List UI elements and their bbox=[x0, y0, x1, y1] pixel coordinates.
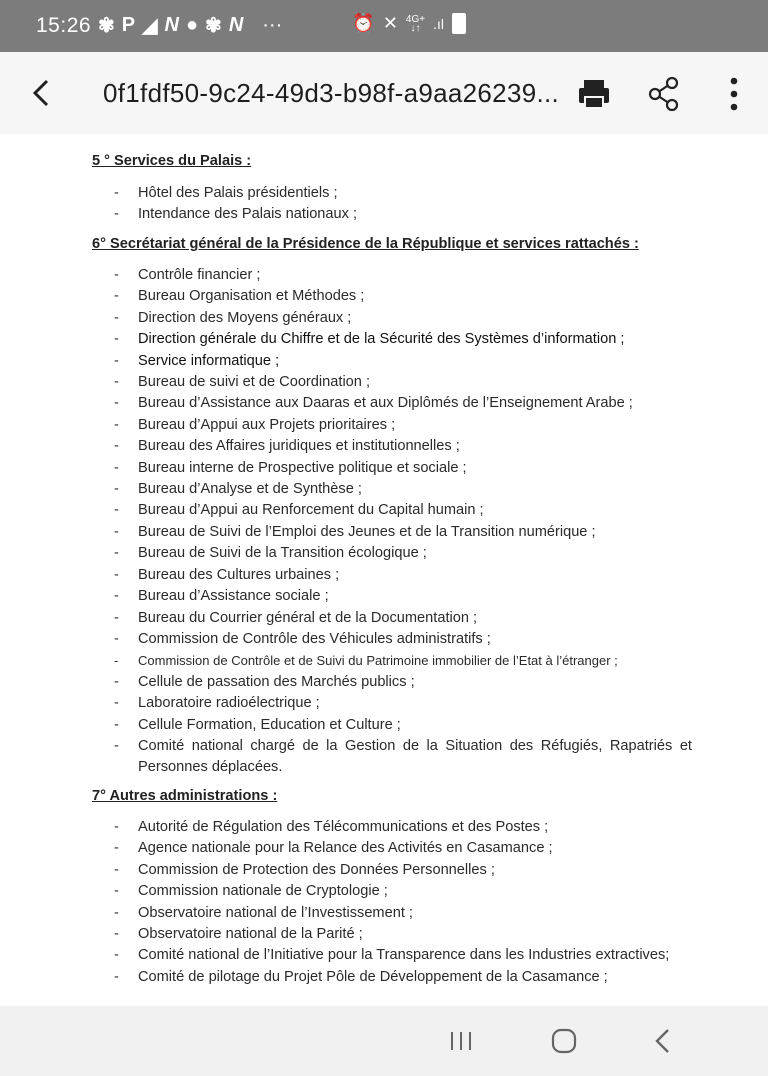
list-item: - Bureau d’Assistance sociale ; bbox=[0, 586, 768, 607]
list-item: - Commission de Protection des Données Personnelles ; bbox=[0, 860, 768, 881]
clock: 15:26 bbox=[36, 14, 92, 37]
more-notifications: ··· bbox=[262, 14, 283, 36]
list-item: - Hôtel des Palais présidentiels ; bbox=[0, 183, 768, 204]
battery-icon bbox=[452, 13, 466, 34]
list-item: - Commission nationale de Cryptologie ; bbox=[0, 881, 768, 902]
section-7-heading: 7° Autres administrations : bbox=[92, 788, 278, 804]
list-item: - Commission de Contrôle des Véhicules administratifs ; bbox=[0, 629, 768, 650]
section-7-list bbox=[0, 817, 768, 988]
list-item: - Bureau de Suivi de l’Emploi des Jeunes et de la Transition numérique ; bbox=[0, 522, 768, 543]
list-item: - Bureau des Affaires juridiques et institutionnelles ; bbox=[0, 436, 768, 457]
list-item: - Autorité de Régulation des Télécommunications et des Postes ; bbox=[0, 817, 768, 838]
back-icon[interactable] bbox=[26, 76, 60, 110]
list-item: - Cellule Formation, Education et Culture ; bbox=[0, 715, 768, 736]
list-item: - Intendance des Palais nationaux ; bbox=[0, 204, 768, 225]
list-item: - Bureau interne de Prospective politique et sociale ; bbox=[0, 458, 768, 479]
section-5-heading: 5 ° Services du Palais : bbox=[92, 153, 252, 169]
list-item: - Bureau des Cultures urbaines ; bbox=[0, 565, 768, 586]
back-button[interactable] bbox=[644, 1024, 684, 1058]
list-item: - Laboratoire radioélectrique ; bbox=[0, 693, 768, 714]
share-icon[interactable] bbox=[644, 74, 684, 114]
list-item: - Observatoire national de l’Investissement ; bbox=[0, 903, 768, 924]
more-options-icon[interactable] bbox=[714, 74, 754, 114]
pinwheel-icon: ✾ bbox=[98, 15, 115, 37]
section-6-list bbox=[0, 265, 768, 779]
list-item: - Agence nationale pour la Relance des Activités en Casamance ; bbox=[0, 838, 768, 859]
p-icon: P bbox=[121, 14, 136, 36]
document-page[interactable] bbox=[0, 134, 768, 1006]
list-item: - Bureau de Suivi de la Transition écologique ; bbox=[0, 543, 768, 564]
list-item: - Bureau d’Assistance aux Daaras et aux Diplômés de l’Enseignement Arabe ; bbox=[0, 393, 768, 414]
list-item: - Bureau d’Appui aux Projets prioritaires ; bbox=[0, 415, 768, 436]
list-item: - Commission de Contrôle et de Suivi du Patrimoine immobilier de l’Etat à l’étranger ; bbox=[0, 650, 768, 671]
list-item: - Bureau d’Analyse et de Synthèse ; bbox=[0, 479, 768, 500]
list-item: - Comité national chargé de la Gestion de la Situation des Réfugiés, Rapatriés et Personnes déplacées. bbox=[0, 736, 768, 779]
list-item: - Observatoire national de la Parité ; bbox=[0, 924, 768, 945]
print-icon[interactable] bbox=[574, 74, 614, 114]
section-6-heading: 6° Secrétariat général de la Présidence de la République et services rattachés : bbox=[92, 236, 639, 252]
status-bar bbox=[0, 0, 768, 52]
mute-icon: ✕ bbox=[382, 13, 398, 33]
list-item: - Comité de pilotage du Projet Pôle de Développement de la Casamance ; bbox=[0, 967, 768, 988]
network-type: 4G+ ↓↑ bbox=[405, 13, 426, 34]
list-item: - Cellule de passation des Marchés publics ; bbox=[0, 672, 768, 693]
system-icons bbox=[352, 13, 466, 34]
signal-icon: .ıl bbox=[433, 15, 444, 32]
pinwheel-icon: ✾ bbox=[205, 15, 222, 37]
list-item: - Contrôle financier ; bbox=[0, 265, 768, 286]
list-item: - Service informatique ; bbox=[0, 351, 768, 372]
list-item: - Bureau Organisation et Méthodes ; bbox=[0, 286, 768, 307]
send-icon: ◢ bbox=[142, 15, 158, 37]
app-bar bbox=[0, 52, 768, 134]
list-item: - Comité national de l’Initiative pour la Transparence dans les Industries extractives; bbox=[0, 945, 768, 966]
alarm-icon: ⏰ bbox=[352, 13, 375, 33]
n-icon: N bbox=[228, 14, 244, 36]
list-item: - Direction générale du Chiffre et de la Sécurité des Systèmes d’information ; bbox=[0, 329, 768, 350]
notification-icons bbox=[98, 13, 282, 38]
section-5-list bbox=[0, 183, 768, 226]
recent-apps-button[interactable] bbox=[442, 1024, 482, 1058]
home-button[interactable] bbox=[543, 1024, 583, 1058]
n-icon: N bbox=[164, 14, 179, 36]
list-item: - Bureau d’Appui au Renforcement du Capital humain ; bbox=[0, 500, 768, 521]
list-item: - Bureau du Courrier général et de la Documentation ; bbox=[0, 608, 768, 629]
document-title: 0f1fdf50-9c24-49d3-b98f-a9aa26239... bbox=[103, 78, 560, 108]
whatsapp-icon: ● bbox=[185, 14, 199, 36]
list-item: - Bureau de suivi et de Coordination ; bbox=[0, 372, 768, 393]
navigation-bar bbox=[0, 1006, 768, 1076]
list-item: - Direction des Moyens généraux ; bbox=[0, 308, 768, 329]
